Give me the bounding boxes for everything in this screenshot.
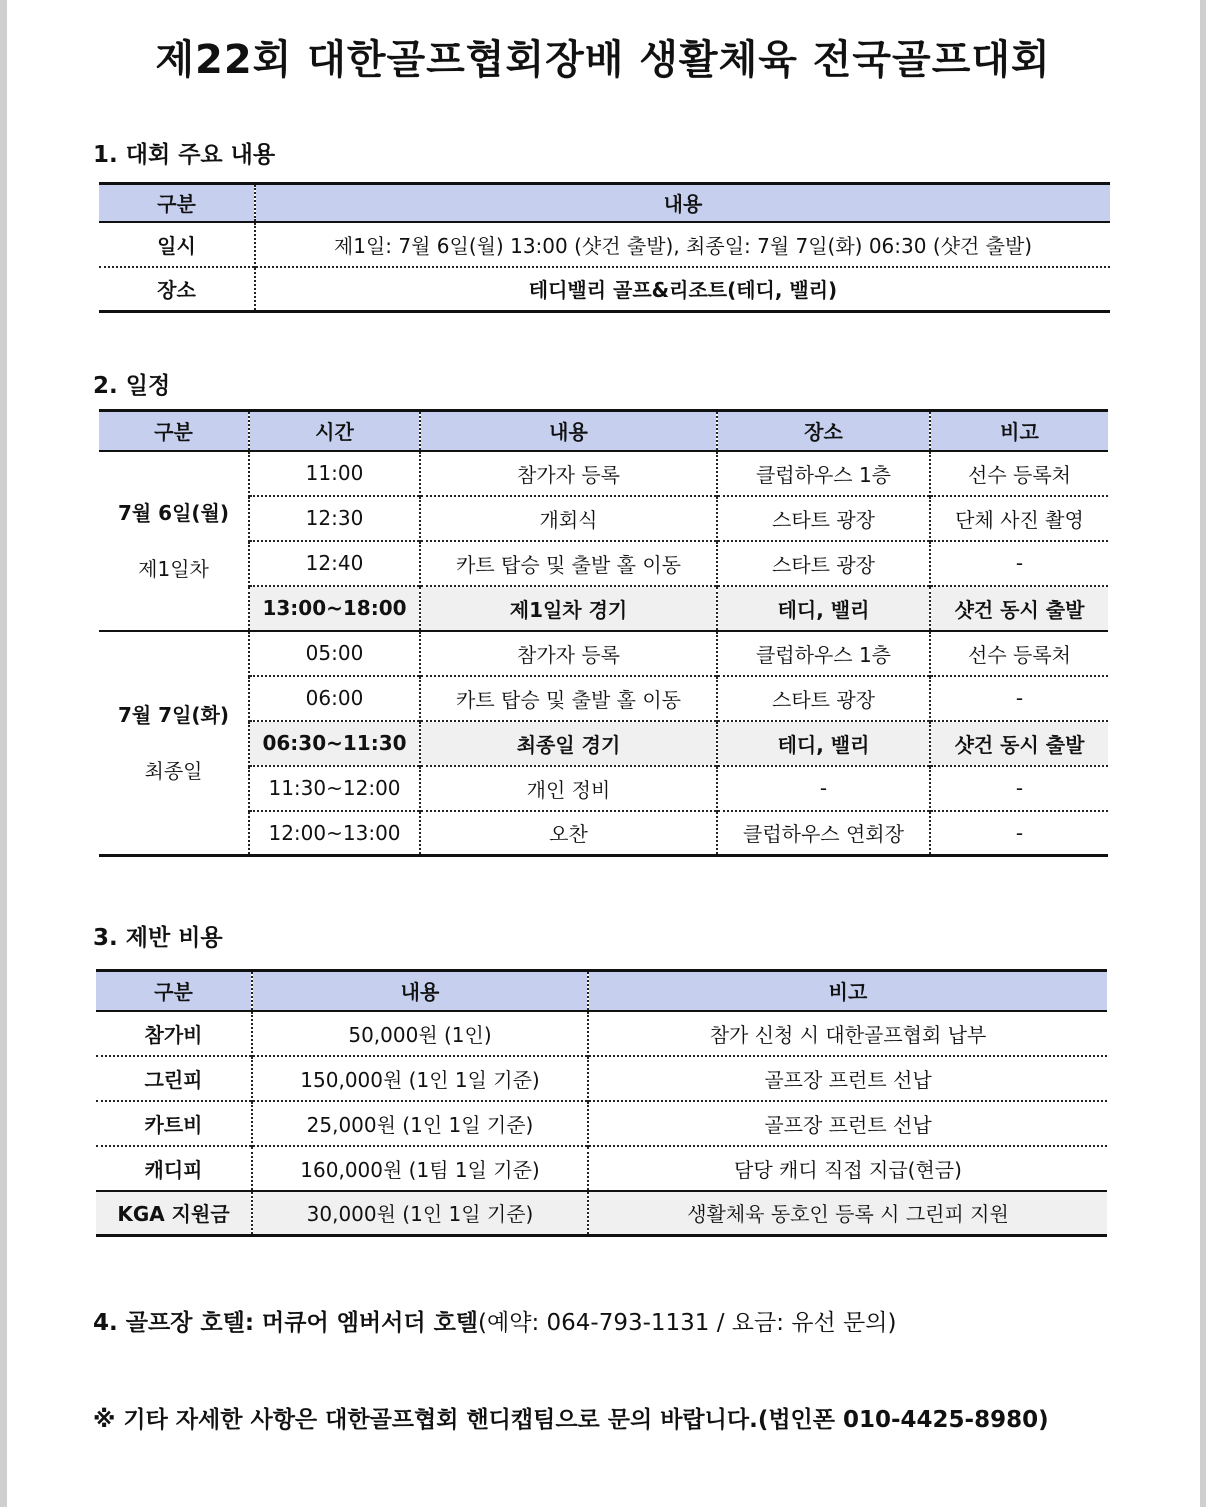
col-header-category: 구분 (99, 411, 249, 451)
content-cell: 제1일차 경기 (420, 586, 717, 631)
time-cell: 06:30~11:30 (249, 721, 420, 766)
place-cell: 스타트 광장 (717, 676, 930, 721)
row-label: 캐디피 (96, 1146, 252, 1191)
col-header-content: 내용 (252, 971, 588, 1011)
table-row-highlight (96, 1191, 1107, 1236)
table-row (96, 1101, 1107, 1146)
hotel-detail: (예약: 064-793-1131 / 요금: 유선 문의) (478, 1310, 897, 1336)
table-row (99, 766, 1108, 811)
content-cell: 카트 탑승 및 출발 홀 이동 (420, 541, 717, 586)
content-cell: 개회식 (420, 496, 717, 541)
table-row (99, 267, 1110, 312)
time-cell: 05:00 (249, 631, 420, 676)
section1-heading: 1. 대회 주요 내용 (93, 142, 276, 168)
col-header-category: 구분 (99, 184, 255, 222)
content-cell: 참가자 등록 (420, 631, 717, 676)
time-cell: 11:00 (249, 451, 420, 496)
table-row (96, 1146, 1107, 1191)
cost-header-row (96, 971, 1107, 1011)
schedule-header-row (99, 411, 1108, 451)
time-cell: 12:30 (249, 496, 420, 541)
place-cell: 클럽하우스 1층 (717, 631, 930, 676)
col-header-category: 구분 (96, 971, 252, 1011)
overview-header-row (99, 184, 1110, 222)
col-header-place: 장소 (717, 411, 930, 451)
day2-date: 7월 7일(화) (117, 702, 230, 727)
overview-table (99, 182, 1110, 313)
note-cell: 담당 캐디 직접 지급(현금) (588, 1146, 1107, 1191)
table-row (99, 451, 1108, 496)
note-cell: 선수 등록처 (930, 631, 1108, 676)
schedule-table (99, 409, 1108, 857)
hotel-heading: 4. 골프장 호텔: 머큐어 엠버서더 호텔 (93, 1310, 479, 1336)
content-cell: 참가자 등록 (420, 451, 717, 496)
col-header-note: 비고 (588, 971, 1107, 1011)
day1-date: 7월 6일(월) (117, 500, 230, 525)
time-cell: 06:00 (249, 676, 420, 721)
col-header-content: 내용 (255, 184, 1110, 222)
table-row (96, 1011, 1107, 1056)
note-cell: 선수 등록처 (930, 451, 1108, 496)
table-row (99, 676, 1108, 721)
content-cell: 160,000원 (1팀 1일 기준) (252, 1146, 588, 1191)
row-label: KGA 지원금 (96, 1191, 252, 1236)
day2-label: 최종일 (144, 758, 203, 783)
content-cell: 150,000원 (1인 1일 기준) (252, 1056, 588, 1101)
page-frame-right (1200, 0, 1206, 1507)
cost-table (96, 969, 1107, 1237)
note-cell: 참가 신청 시 대한골프협회 납부 (588, 1011, 1107, 1056)
table-row (99, 631, 1108, 676)
note-cell: 생활체육 동호인 등록 시 그린피 지원 (588, 1191, 1107, 1236)
section3-heading: 3. 제반 비용 (93, 925, 223, 951)
time-cell: 12:40 (249, 541, 420, 586)
footer-note: ※ 기타 자세한 사항은 대한골프협회 핸디캡팀으로 문의 바랍니다.(법인폰 010-4425-8980) (93, 1407, 1049, 1433)
day2-cell (99, 631, 249, 856)
day1-cell (99, 451, 249, 631)
section2-heading: 2. 일정 (93, 373, 171, 399)
col-header-time: 시간 (249, 411, 420, 451)
note-cell: 골프장 프런트 선납 (588, 1056, 1107, 1101)
note-cell: 샷건 동시 출발 (930, 721, 1108, 766)
place-cell: 클럽하우스 연회장 (717, 811, 930, 856)
row-label: 참가비 (144, 1022, 203, 1047)
day1-label: 제1일차 (138, 556, 209, 581)
note-cell: 골프장 프런트 선납 (588, 1101, 1107, 1146)
table-row (99, 541, 1108, 586)
place-cell: 스타트 광장 (717, 541, 930, 586)
table-row-highlight (99, 586, 1108, 631)
place-cell: 테디, 밸리 (717, 586, 930, 631)
place-cell: 클럽하우스 1층 (717, 451, 930, 496)
row-label: 그린피 (96, 1056, 252, 1101)
row-value: 제1일: 7월 6일(월) 13:00 (샷건 출발), 최종일: 7월 7일(화) 06:30 (샷건 출발) (255, 222, 1110, 267)
time-cell: 13:00~18:00 (249, 586, 420, 631)
table-row (99, 496, 1108, 541)
note-cell: 샷건 동시 출발 (930, 586, 1108, 631)
content-cell: 50,000원 (1인) (252, 1011, 588, 1056)
place-cell: - (717, 766, 930, 811)
note-cell: - (930, 811, 1108, 856)
note-cell: - (930, 676, 1108, 721)
place-cell: 테디, 밸리 (717, 721, 930, 766)
content-cell: 최종일 경기 (420, 721, 717, 766)
col-header-content: 내용 (420, 411, 717, 451)
row-label: 카트비 (96, 1101, 252, 1146)
row-label: 일시 (157, 233, 196, 258)
content-cell: 25,000원 (1인 1일 기준) (252, 1101, 588, 1146)
note-cell: - (930, 541, 1108, 586)
table-row (99, 811, 1108, 856)
col-header-note: 비고 (930, 411, 1108, 451)
time-cell: 12:00~13:00 (249, 811, 420, 856)
time-cell: 11:30~12:00 (249, 766, 420, 811)
table-row (99, 222, 1110, 267)
table-row (96, 1056, 1107, 1101)
page-title: 제22회 대한골프협회장배 생활체육 전국골프대회 (155, 37, 1051, 83)
table-row-highlight (99, 721, 1108, 766)
hotel-info (93, 1304, 896, 1337)
place-cell: 스타트 광장 (717, 496, 930, 541)
note-cell: - (930, 766, 1108, 811)
content-cell: 30,000원 (1인 1일 기준) (252, 1191, 588, 1236)
row-label: 장소 (99, 267, 255, 312)
content-cell: 카트 탑승 및 출발 홀 이동 (420, 676, 717, 721)
row-value: 테디밸리 골프&리조트(테디, 밸리) (255, 267, 1110, 312)
note-cell: 단체 사진 촬영 (930, 496, 1108, 541)
content-cell: 개인 정비 (420, 766, 717, 811)
content-cell: 오찬 (420, 811, 717, 856)
page-frame-left (0, 0, 7, 1507)
